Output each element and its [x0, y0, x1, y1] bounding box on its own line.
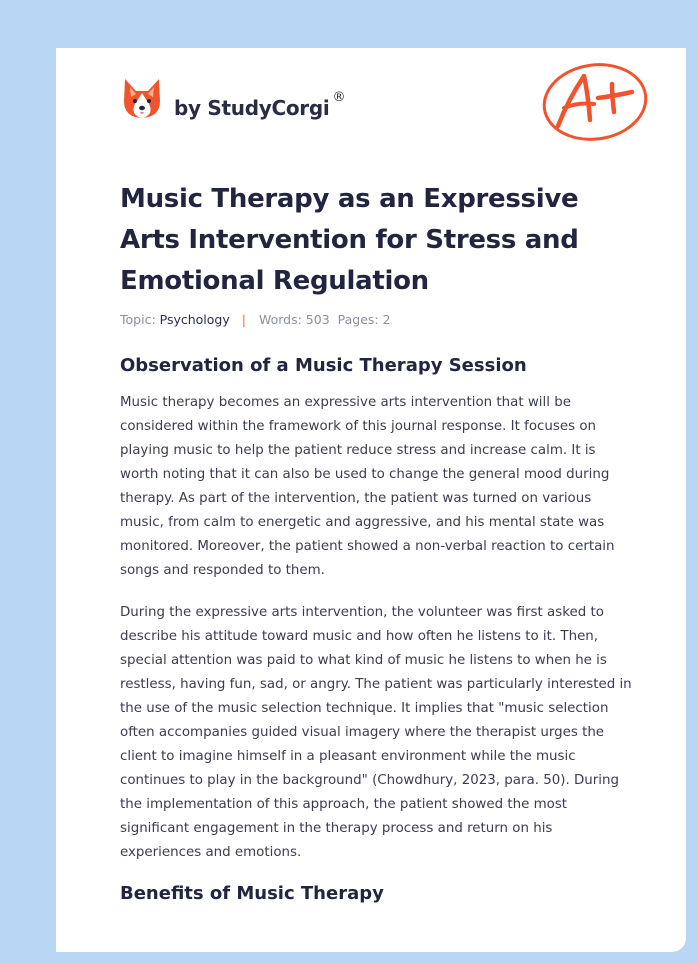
topic-value[interactable]: Psychology [159, 312, 230, 327]
page-header [120, 74, 650, 144]
paragraph-1: Music therapy becomes an expressive arts intervention that will be considered within the framework of this journal response. It focuses on playing music to help the patient reduce stress and increase calm. It is worth noting that it can also be used to change the general mood during therapy. As part of the intervention, the patient was turned on various music, from calm to energetic and aggressive, and his mental state was monitored. Moreover, the patient showed a non-verbal reaction to certain songs and responded to them. [120, 395, 615, 578]
topic-label: Topic: [120, 312, 156, 327]
pages-value: 2 [382, 312, 391, 327]
section-heading-observation: Observation of a Music Therapy Session [120, 355, 527, 376]
brand-name[interactable] [174, 90, 346, 120]
words-label: Words: [258, 312, 302, 327]
document-title: Music Therapy as an Expressive Arts Intervention for Stress and Emotional Regulation [120, 184, 579, 296]
document-page [56, 48, 686, 952]
corgi-logo-icon[interactable] [122, 77, 162, 121]
brand-text: by StudyCorgi [174, 96, 330, 120]
meta-separator: | [241, 312, 246, 327]
a-plus-grade-icon [540, 60, 652, 144]
document-meta [120, 312, 391, 327]
section-heading-benefits: Benefits of Music Therapy [120, 883, 384, 904]
words-value: 503 [305, 312, 330, 327]
registered-mark: ® [332, 90, 346, 105]
pages-label: Pages: [337, 312, 379, 327]
paragraph-2: During the expressive arts intervention, the volunteer was first asked to describe his attitude toward music and how often he listens to it. Then, special attention was paid to what kind of music he listens to when he is restless, having fun, sad, or angry. The patient was particularly interested in the use of the music selection technique. It implies that "music selection often accompanies guided visual imagery where the therapist urges the client to imagine himself in a pleasant environment while the music continues to play in the background" (Chowdhury, 2023, para. 50). During the implementation of this approach, the patient showed the most significant engagement in the therapy process and return on his experiences and emotions. [120, 605, 632, 860]
